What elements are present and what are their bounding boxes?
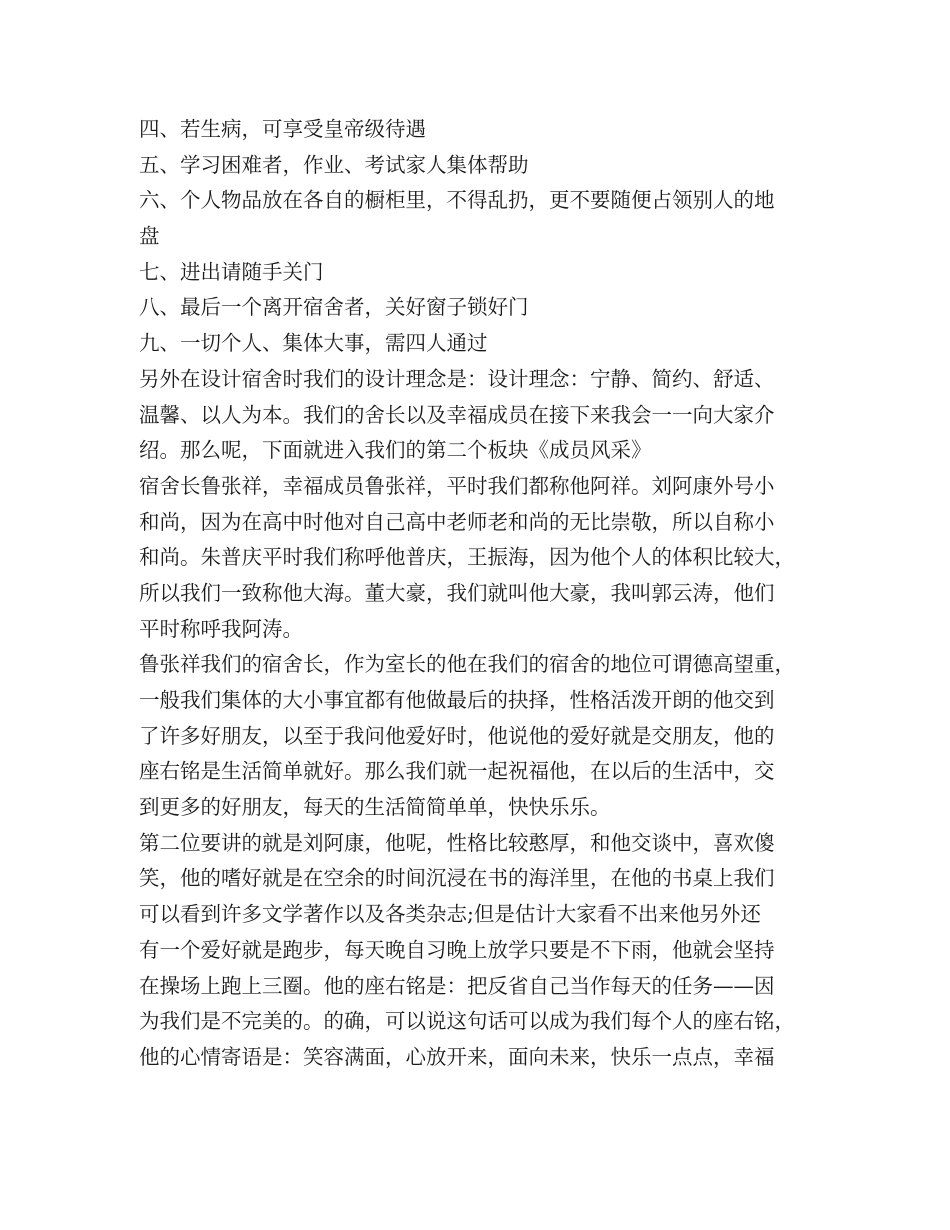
text-line: 另外在设计宿舍时我们的设计理念是：设计理念：宁静、简约、舒适、	[139, 366, 775, 391]
text-line: 为我们是不完美的。的确，可以说这句话可以成为我们每个人的座右铭，	[139, 1009, 795, 1034]
text-line: 第二位要讲的就是刘阿康，他呢，性格比较憨厚，和他交谈中，喜欢傻	[139, 830, 775, 855]
rule-item-7: 七、进出请随手关门	[139, 259, 324, 284]
text-line: 和尚。朱普庆平时我们称呼他普庆，王振海，因为他个人的体积比较大，	[139, 545, 795, 570]
rules-list	[139, 112, 819, 362]
text-line: 平时称呼我阿涛。	[139, 616, 303, 641]
rule-item-4: 四、若生病，可享受皇帝级待遇	[139, 117, 426, 141]
text-line: 有一个爱好就是跑步，每天晚自习晚上放学只要是不下雨，他就会坚持	[139, 937, 775, 962]
text-line: 笑，他的嗜好就是在空余的时间沉浸在书的海洋里，在他的书桌上我们	[139, 866, 775, 891]
text-line: 到更多的好朋友，每天的生活简简单单，快快乐乐。	[139, 795, 611, 820]
rule-item-9: 九、一切个人、集体大事，需四人通过	[139, 331, 488, 356]
text-line: 他的心情寄语是：笑容满面，心放开来，面向未来，快乐一点点，幸福	[139, 1044, 775, 1069]
text-line: 所以我们一致称他大海。董大豪，我们就叫他大豪，我叫郭云涛，他们	[139, 580, 775, 605]
rule-item-6-continued: 盘	[139, 224, 160, 249]
text-line: 了许多好朋友，以至于我问他爱好时，他说他的爱好就是交朋友，他的	[139, 723, 775, 748]
text-line: 可以看到许多文学著作以及各类杂志;但是估计大家看不出来他另外还	[139, 902, 761, 927]
text-line: 和尚，因为在高中时他对自己高中老师老和尚的无比崇敬，所以自称小	[139, 509, 775, 534]
members-intro-paragraph	[139, 469, 819, 647]
dorm-leader-paragraph	[139, 647, 819, 825]
text-line: 绍。那么呢，下面就进入我们的第二个板块《成员风采》	[139, 438, 652, 463]
text-line: 一般我们集体的大小事宜都有他做最后的抉择，性格活泼开朗的他交到	[139, 688, 775, 712]
second-member-paragraph	[139, 826, 819, 1076]
text-line: 在操场上跑上三圈。他的座右铭是：把反省自己当作每天的任务——因	[139, 973, 775, 998]
document-body	[139, 112, 819, 1076]
design-concept-paragraph	[139, 362, 819, 469]
text-line: 宿舍长鲁张祥，幸福成员鲁张祥，平时我们都称他阿祥。刘阿康外号小	[139, 473, 775, 498]
text-line: 鲁张祥我们的宿舍长，作为室长的他在我们的宿舍的地位可谓德高望重，	[139, 652, 795, 677]
text-line: 温馨、以人为本。我们的舍长以及幸福成员在接下来我会一一向大家介	[139, 402, 775, 427]
text-line: 座右铭是生活简单就好。那么我们就一起祝福他，在以后的生活中，交	[139, 759, 775, 784]
rule-item-5: 五、学习困难者，作业、考试家人集体帮助	[139, 152, 529, 177]
rule-item-6: 六、个人物品放在各自的橱柜里，不得乱扔，更不要随便占领别人的地	[139, 188, 775, 213]
rule-item-8: 八、最后一个离开宿舍者，关好窗子锁好门	[139, 295, 529, 320]
